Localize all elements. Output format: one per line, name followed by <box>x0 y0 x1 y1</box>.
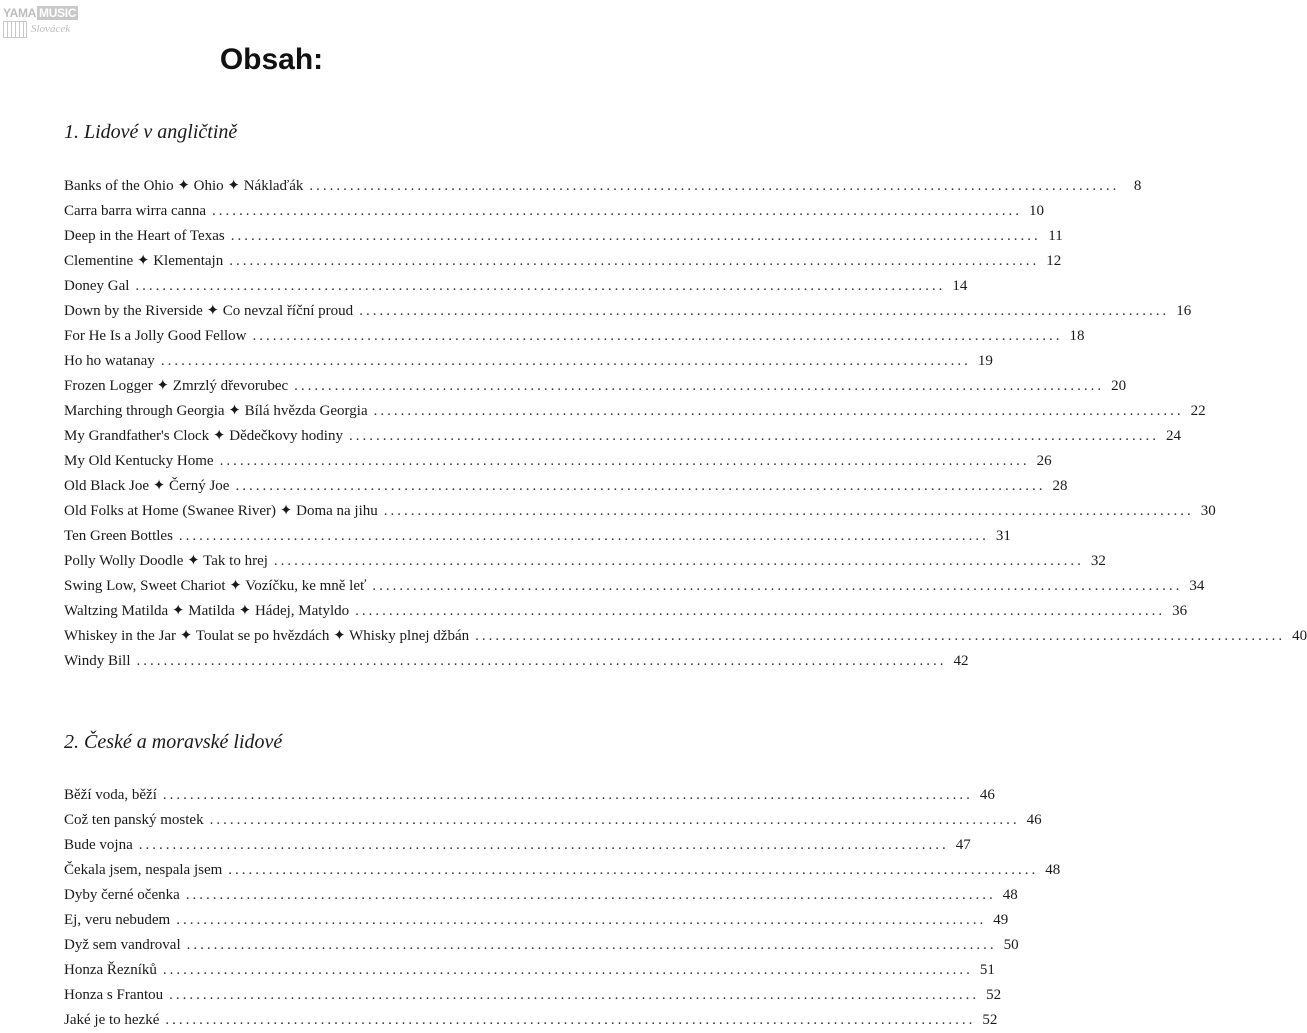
toc-entry-title: Honza Řezníků <box>64 962 157 978</box>
toc-entry-title: Frozen Logger ✦ Zmrzlý dřevorubec <box>64 378 289 394</box>
toc-entry-title: Carra barra wirra canna <box>64 203 206 219</box>
toc-entry-title: Čekala jsem, nespala jsem <box>64 862 223 878</box>
toc-entry <box>64 299 1192 324</box>
toc-entry-title: Ten Green Bottles <box>64 528 173 544</box>
dot-leader: ........................................................................................................................ <box>372 578 1183 594</box>
toc-entry-title: Běží voda, běží <box>64 787 157 803</box>
toc-entry-title: Waltzing Matilda ✦ Matilda ✦ Hádej, Matyldo <box>64 603 350 619</box>
toc-entry <box>64 574 1205 599</box>
dot-leader: ........................................................................................................................ <box>359 303 1170 319</box>
toc-entry-title: Marching through Georgia ✦ Bílá hvězda Georgia <box>64 403 368 419</box>
dot-leader: ........................................................................................................................ <box>185 887 996 903</box>
dot-leader: ........................................................................................................................ <box>186 937 997 953</box>
toc-entry <box>64 958 995 983</box>
toc-entry-page: 10 <box>1029 203 1044 219</box>
toc-entry-page: 12 <box>1046 253 1062 269</box>
toc-entry-title: Dyby černé očenka <box>64 887 180 903</box>
dot-leader: ........................................................................................................................ <box>165 1012 976 1028</box>
dot-leader: ........................................................................................................................ <box>252 328 1063 344</box>
toc-entry-page: 22 <box>1190 403 1206 419</box>
toc-entry-title: Swing Low, Sweet Chariot ✦ Vozíčku, ke mně leť <box>64 578 367 594</box>
toc-entry-page: 32 <box>1090 553 1106 569</box>
toc-entry-title: For He Is a Jolly Good Fellow <box>64 328 247 344</box>
toc-entry-title: Jaké je to hezké <box>64 1012 160 1028</box>
toc-entry-title: Honza s Frantou <box>64 987 164 1003</box>
toc-entry-page: 28 <box>1052 478 1068 494</box>
toc-entry-page: 8 <box>1133 178 1142 194</box>
toc-entry-page: 48 <box>1002 887 1018 903</box>
toc-entry-title: Ej, veru nebudem <box>64 912 171 928</box>
toc-entry <box>64 624 1307 649</box>
dot-leader: ........................................................................................................................ <box>475 628 1286 644</box>
piano-keys-icon <box>3 21 27 38</box>
dot-leader: ........................................................................................................................ <box>355 603 1166 619</box>
toc-entry-title: Old Black Joe ✦ Černý Joe <box>64 478 230 494</box>
dot-leader: ........................................................................................................................ <box>169 987 980 1003</box>
toc-entry <box>64 424 1181 449</box>
dot-leader: ........................................................................................................................ <box>135 278 946 294</box>
toc-entry-title: Deep in the Heart of Texas <box>64 228 225 244</box>
toc-entry-page: 11 <box>1048 228 1063 244</box>
dot-leader: ........................................................................................................................ <box>162 787 973 803</box>
toc-entry-title: Polly Wolly Doodle ✦ Tak to hrej <box>64 553 268 569</box>
toc-entry-title: Clementine ✦ Klementajn <box>64 253 224 269</box>
toc-entry-page: 52 <box>986 987 1002 1003</box>
toc-entry <box>64 224 1063 249</box>
toc-entry-page: 34 <box>1189 578 1205 594</box>
page-title: Obsah: <box>219 43 324 76</box>
toc-entry <box>64 499 1216 524</box>
dot-leader: ........................................................................................................................ <box>162 962 973 978</box>
toc-entry-title: My Grandfather's Clock ✦ Dědečkovy hodiny <box>64 428 343 444</box>
logo-brand-part2: MUSIC <box>39 6 77 20</box>
dot-leader: ........................................................................................................................ <box>235 478 1046 494</box>
toc-entry <box>64 199 1044 224</box>
toc-entry-title: Dyž sem vandroval <box>64 937 181 953</box>
toc-entry-page: 48 <box>1045 862 1061 878</box>
dot-leader: ........................................................................................................................ <box>229 253 1040 269</box>
section-heading-1: 1. Lidové v angličtině <box>64 121 238 143</box>
dot-leader: ........................................................................................................................ <box>309 178 1120 194</box>
toc-entry-title: Bude vojna <box>64 837 133 853</box>
toc-entry-title: Old Folks at Home (Swanee River) ✦ Doma na jihu <box>64 503 378 519</box>
section-heading-2: 2. České a moravské lidové <box>64 731 283 753</box>
dot-leader: ........................................................................................................................ <box>160 353 971 369</box>
toc-entry <box>64 399 1206 424</box>
toc-list-section-2 <box>64 783 1061 1033</box>
toc-entry-page: 30 <box>1200 503 1216 519</box>
toc-entry-title: Whiskey in the Jar ✦ Toulat se po hvězdách ✦ Whisky plnej džbán <box>64 628 470 644</box>
toc-entry <box>64 808 1042 833</box>
toc-entry-page: 16 <box>1176 303 1192 319</box>
dot-leader: ........................................................................................................................ <box>228 862 1039 878</box>
toc-entry-page: 46 <box>979 787 995 803</box>
toc-entry-title: Down by the Riverside ✦ Co nevzal říční proud <box>64 303 354 319</box>
toc-entry-page: 14 <box>952 278 968 294</box>
dot-leader: ........................................................................................................................ <box>294 378 1105 394</box>
toc-entry-page: 36 <box>1172 603 1188 619</box>
toc-entry <box>64 349 993 374</box>
toc-entry-page: 26 <box>1036 453 1052 469</box>
toc-entry-title: Ho ho watanay <box>64 353 155 369</box>
toc-entry-page: 50 <box>1003 937 1019 953</box>
toc-entry-page: 46 <box>1026 812 1042 828</box>
toc-entry <box>64 833 971 858</box>
toc-entry <box>64 599 1188 624</box>
toc-entry <box>64 174 1142 199</box>
toc-entry <box>64 908 1009 933</box>
toc-list-section-1 <box>64 174 1307 674</box>
toc-entry-page: 18 <box>1069 328 1085 344</box>
toc-entry-title: Což ten panský mostek <box>64 812 204 828</box>
dot-leader: ........................................................................................................................ <box>348 428 1159 444</box>
toc-entry <box>64 883 1018 908</box>
publisher-logo <box>3 6 78 42</box>
toc-entry <box>64 249 1062 274</box>
dot-leader: ........................................................................................................................ <box>176 912 987 928</box>
dot-leader: ........................................................................................................................ <box>138 837 949 853</box>
toc-entry <box>64 858 1061 883</box>
toc-entry <box>64 933 1019 958</box>
toc-entry-title: Doney Gal <box>64 278 130 294</box>
toc-entry-title: Banks of the Ohio ✦ Ohio ✦ Náklaďák <box>64 178 304 194</box>
toc-entry-title: Windy Bill <box>64 653 131 669</box>
toc-entry <box>64 783 995 808</box>
toc-entry <box>64 324 1085 349</box>
toc-entry-page: 47 <box>955 837 971 853</box>
toc-entry-page: 19 <box>977 353 993 369</box>
toc-entry-page: 20 <box>1111 378 1127 394</box>
toc-entry-page: 52 <box>982 1012 998 1028</box>
toc-entry <box>64 1008 998 1033</box>
toc-entry <box>64 524 1011 549</box>
logo-brand-part1: YAMA <box>3 6 37 20</box>
toc-entry-page: 24 <box>1165 428 1181 444</box>
toc-entry-page: 51 <box>979 962 995 978</box>
toc-entry <box>64 549 1106 574</box>
dot-leader: ........................................................................................................................ <box>383 503 1194 519</box>
logo-subtitle: Slovácek <box>31 23 71 35</box>
toc-entry <box>64 274 968 299</box>
toc-entry-page: 40 <box>1292 628 1307 644</box>
logo-brand <box>3 6 78 20</box>
dot-leader: ........................................................................................................................ <box>373 403 1184 419</box>
toc-entry-page: 49 <box>993 912 1009 928</box>
dot-leader: ........................................................................................................................ <box>209 812 1020 828</box>
toc-entry-page: 31 <box>995 528 1011 544</box>
dot-leader: ........................................................................................................................ <box>273 553 1084 569</box>
toc-entry-title: My Old Kentucky Home <box>64 453 214 469</box>
dot-leader: ........................................................................................................................ <box>136 653 947 669</box>
dot-leader: ........................................................................................................................ <box>230 228 1041 244</box>
toc-entry <box>64 374 1127 399</box>
toc-entry-page: 42 <box>953 653 969 669</box>
toc-entry <box>64 983 1002 1008</box>
toc-entry <box>64 449 1052 474</box>
dot-leader: ........................................................................................................................ <box>178 528 989 544</box>
dot-leader: ........................................................................................................................ <box>219 453 1030 469</box>
toc-entry <box>64 474 1068 499</box>
dot-leader: ........................................................................................................................ <box>212 203 1022 219</box>
toc-entry <box>64 649 969 674</box>
